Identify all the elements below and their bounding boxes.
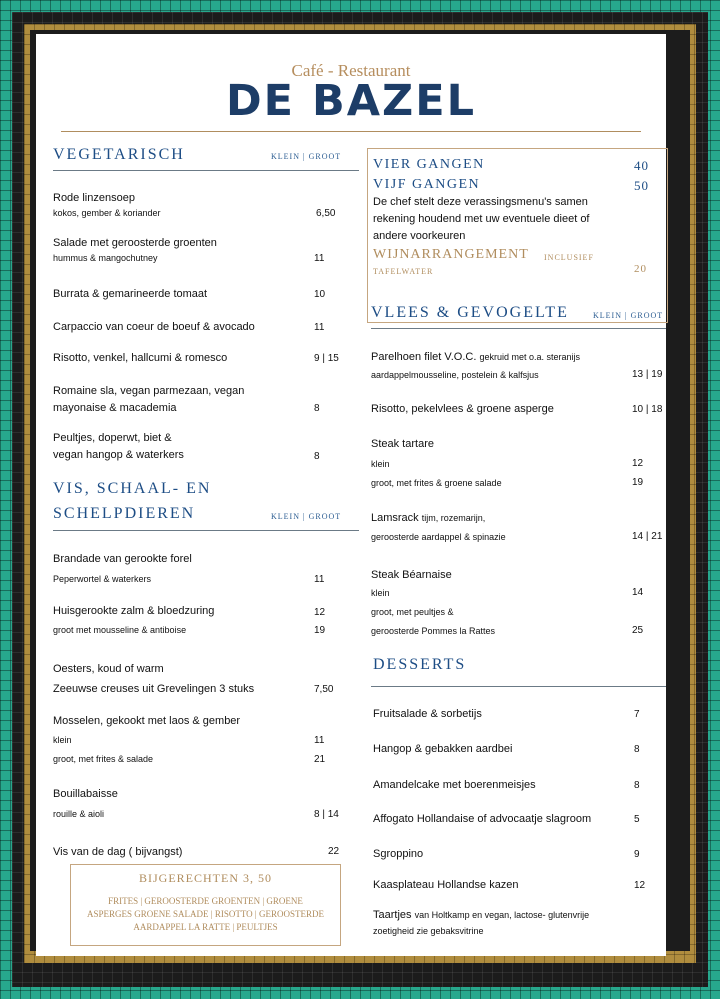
gangen-description: andere voorkeuren (373, 230, 466, 242)
menu-item-name: Risotto, pekelvlees & groene asperge (371, 403, 554, 415)
section-divider (53, 170, 359, 171)
vis-column-header: KLEIN | GROOT (271, 512, 342, 521)
menu-item-name-text: Lamsrack (371, 512, 419, 524)
menu-item-name: Oesters, koud of warm (53, 663, 164, 675)
menu-item-price: 21 (314, 754, 326, 765)
section-title-desserts: DESSERTS (373, 656, 467, 673)
menu-item-name: Rode linzensoep (53, 192, 135, 204)
menu-item-desc: Peperwortel & waterkers (53, 574, 152, 584)
menu-item-name (373, 909, 589, 921)
restaurant-subtitle: Café - Restaurant (291, 61, 411, 80)
menu-item-desc: geroosterde Pommes la Rattes (371, 626, 496, 636)
menu-item-desc: groot, met frites & groene salade (371, 478, 502, 488)
menu-item-name: Steak Béarnaise (371, 569, 452, 581)
menu-item-price: 19 (314, 625, 326, 636)
menu-item-price: 22 (328, 846, 340, 857)
menu-item-name: Affogato Hollandaise of advocaatje slagroom (373, 813, 592, 825)
menu-item-desc: groot, met peultjes & (371, 607, 454, 617)
menu-item-price: 8 (634, 780, 640, 791)
menu-item-price: 12 (634, 880, 646, 891)
bijgerechten-line: FRITES | GEROOSTERDE GROENTEN | GROENE (108, 896, 303, 906)
section-divider (371, 328, 666, 329)
menu-item-price: 6,50 (316, 208, 336, 219)
menu-item-name-line2: Zeeuwse creuses uit Grevelingen 3 stuks (53, 683, 255, 695)
menu-item-name: Peultjes, doperwt, biet & (53, 432, 172, 444)
menu-item-name: Bouillabaisse (53, 788, 118, 800)
section-divider (371, 686, 666, 687)
menu-item-desc: klein (53, 735, 72, 745)
bijgerechten-title: BIJGERECHTEN 3, 50 (139, 871, 272, 885)
vijf-gangen-price: 50 (634, 178, 649, 193)
menu-item-price: 12 (314, 607, 326, 618)
bijgerechten-line: ASPERGES GROENE SALADE | RISOTTO | GEROOSTERDE (87, 909, 324, 919)
vier-gangen-price: 40 (634, 158, 649, 173)
menu-item-price: 7,50 (314, 684, 334, 695)
menu-item-name: Hangop & gebakken aardbei (373, 743, 513, 755)
menu-item-price: 8 (314, 403, 320, 414)
gangen-description: rekening houdend met uw eventuele dieet of (373, 213, 590, 225)
menu-item-desc: groot met mousseline & antiboise (53, 625, 187, 635)
vier-gangen-label: VIER GANGEN (373, 157, 485, 172)
gangen-description: De chef stelt deze verassingsmenu's samen (373, 196, 588, 208)
section-title-vegetarisch: VEGETARISCH (53, 146, 185, 163)
menu-page (36, 34, 666, 956)
menu-item-price: 10 | 18 (632, 404, 663, 415)
menu-item-price: 25 (632, 625, 644, 636)
menu-item-desc: klein (371, 459, 390, 469)
menu-item-price: 14 | 21 (632, 531, 663, 542)
menu-item-name (371, 512, 485, 524)
menu-item-extra: van Holtkamp en vegan, lactose- glutenvrije (414, 910, 590, 920)
menu-item-price: 12 (632, 458, 644, 469)
header-divider (61, 131, 641, 132)
menu-item-desc: groot, met frites & salade (53, 754, 154, 764)
vegetarisch-column-header: KLEIN | GROOT (271, 152, 342, 161)
menu-item-price: 8 | 14 (314, 809, 339, 820)
menu-item-name-line2: vegan hangop & waterkers (53, 449, 184, 461)
menu-item-desc: aardappelmousseline, postelein & kalfsjus (371, 370, 539, 380)
menu-item-price: 10 (314, 289, 326, 300)
menu-item-name: Amandelcake met boerenmeisjes (373, 779, 536, 791)
menu-item-name: Risotto, venkel, hallcumi & romesco (53, 352, 228, 364)
menu-item-name: Carpaccio van coeur de boeuf & avocado (53, 321, 255, 333)
wijnarrangement-label: WIJNARRANGEMENT (373, 247, 529, 262)
menu-item-price: 11 (314, 322, 325, 333)
bijgerechten-box (70, 864, 341, 946)
menu-item-price: 11 (314, 253, 325, 264)
menu-item-name (371, 351, 580, 363)
menu-item-price: 19 (632, 477, 644, 488)
menu-item-extra: tijm, rozemarijn, (421, 513, 486, 523)
section-title-vis-line2: SCHELPDIEREN (53, 505, 196, 522)
menu-item-price: 11 (314, 574, 325, 585)
wijnarrangement-tafelwater: TAFELWATER (373, 267, 434, 276)
bijgerechten-line: AARDAPPEL LA RATTE | PEULTJES (133, 922, 278, 932)
menu-item-name-text: Parelhoen filet V.O.C. (371, 351, 477, 363)
menu-item-price: 9 | 15 (314, 353, 339, 364)
menu-item-desc: kokos, gember & koriander (53, 208, 161, 218)
menu-item-desc: rouille & aioli (53, 809, 105, 819)
menu-item-name: Steak tartare (371, 438, 434, 450)
menu-item-desc: geroosterde aardappel & spinazie (371, 532, 506, 542)
menu-item-name: Vis van de dag ( bijvangst) (53, 846, 183, 858)
menu-item-desc: hummus & mangochutney (53, 253, 158, 263)
menu-item-name: Brandade van gerookte forel (53, 553, 192, 565)
menu-item-price: 11 (314, 735, 325, 746)
menu-item-name: Burrata & gemarineerde tomaat (53, 288, 208, 300)
menu-item-price: 8 (314, 451, 320, 462)
menu-item-name-text: Taartjes (373, 909, 412, 921)
menu-item-name: Sgroppino (373, 848, 424, 860)
section-title-vis: VIS, SCHAAL- EN (53, 480, 212, 497)
section-divider (53, 530, 359, 531)
restaurant-title: DE BAZEL (225, 76, 477, 126)
menu-item-name: Mosselen, gekookt met laos & gember (53, 715, 241, 727)
section-title-vlees: VLEES & GEVOGELTE (371, 304, 569, 321)
menu-item-desc: zoetigheid zie gebaksvitrine (373, 926, 484, 936)
menu-item-price: 14 (632, 587, 644, 598)
menu-item-price: 13 | 19 (632, 369, 663, 380)
menu-item-desc: klein (371, 588, 390, 598)
menu-item-extra: gekruid met o.a. steranijs (479, 352, 580, 362)
vlees-column-header: KLEIN | GROOT (593, 311, 664, 320)
menu-item-price: 8 (634, 744, 640, 755)
menu-item-price: 7 (634, 709, 640, 720)
menu-item-name: Huisgerookte zalm & bloedzuring (53, 605, 215, 617)
wijnarrangement-price: 20 (634, 263, 647, 275)
menu-item-price: 5 (634, 814, 640, 825)
gangen-box (367, 148, 668, 323)
menu-item-price: 9 (634, 849, 640, 860)
menu-item-name-line2: mayonaise & macademia (53, 402, 177, 414)
menu-item-name: Kaasplateau Hollandse kazen (373, 879, 519, 891)
vijf-gangen-label: VIJF GANGEN (373, 177, 481, 192)
menu-item-name: Salade met geroosterde groenten (53, 237, 217, 249)
wijnarrangement-inclusief: INCLUSIEF (544, 253, 594, 262)
menu-item-name: Fruitsalade & sorbetijs (373, 708, 482, 720)
menu-item-name: Romaine sla, vegan parmezaan, vegan (53, 385, 245, 397)
